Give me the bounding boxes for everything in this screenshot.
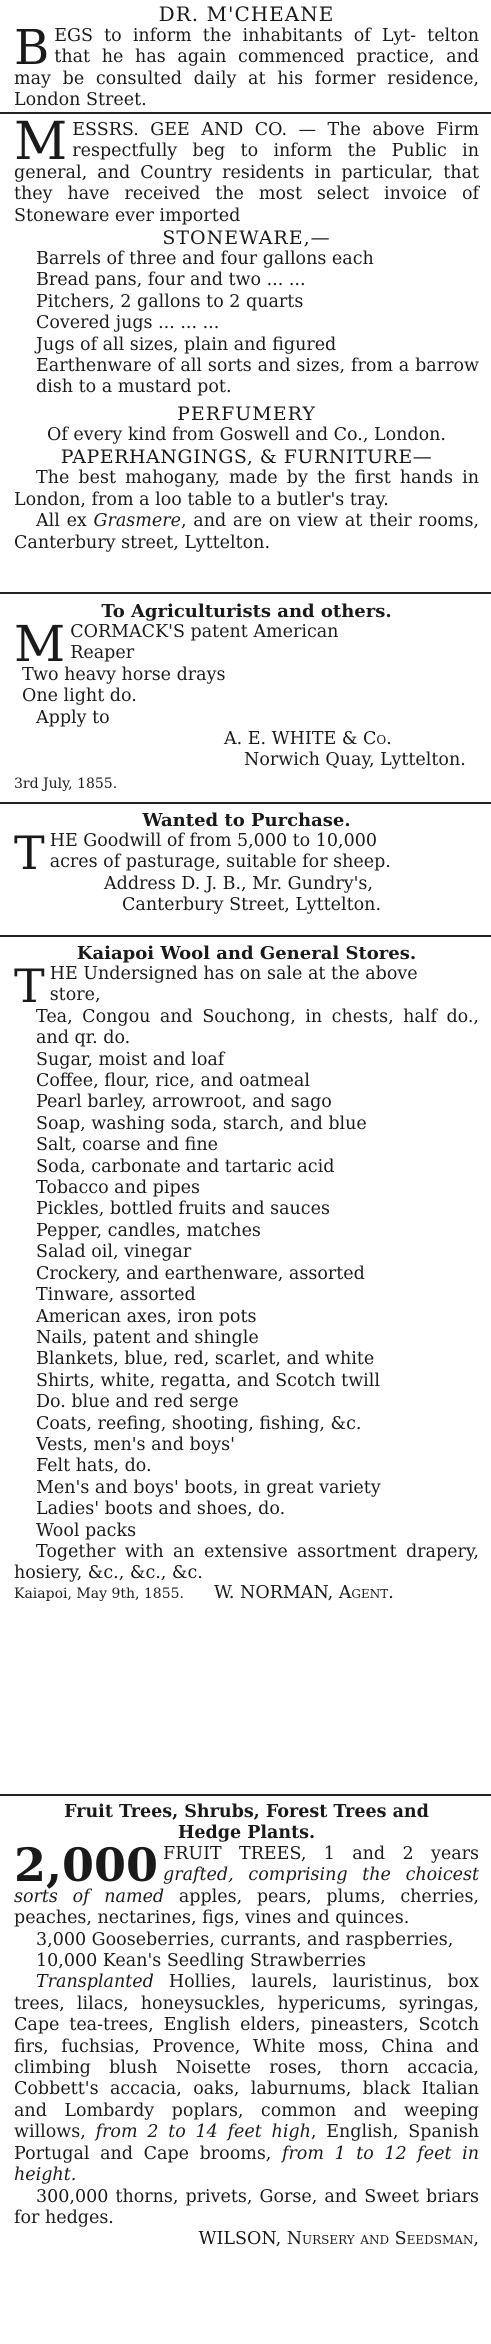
goods-list [14, 1007, 479, 1542]
ad-first-line: FRUIT TREES, 1 and 2 years [163, 1844, 479, 1864]
ad-heading: To Agriculturists and others. [101, 601, 392, 622]
list-item: Tea, Congou and Souchong, in chests, half do., and qr. do. [36, 1006, 479, 1049]
list-item: Pitchers, 2 gallons to 2 quarts [36, 291, 304, 312]
list-item: Shirts, white, regatta, and Scotch twill [36, 1370, 380, 1391]
perfumery-text: Of every kind from Goswell and Co., London. [47, 424, 446, 445]
list-item: Pepper, candles, matches [36, 1220, 261, 1241]
drop-cap: T [14, 959, 45, 1013]
list-item: American axes, iron pots [36, 1306, 257, 1327]
list-item: Blankets, blue, red, scarlet, and white [36, 1349, 375, 1370]
list-item: Covered jugs ... ... ... [36, 313, 220, 334]
signature: A. E. WHITE & Co. [224, 729, 392, 750]
ship-name: Grasmere [93, 511, 181, 532]
list-item: Earthenware of all sorts and sizes, from a barrow dish to a mustard pot. [36, 356, 479, 398]
list-item: Ladies' boots and shoes, do. [36, 1499, 286, 1520]
drop-cap: T [14, 826, 45, 880]
stoneware-heading: STONEWARE,— [162, 227, 331, 250]
ad-first-line: HE Undersigned has on sale at the above [49, 964, 418, 984]
address-line: Address D. J. B., Mr. Gundry's, [104, 873, 373, 894]
signature-address: Norwich Quay, Lyttelton. [244, 750, 466, 771]
drop-cap: M [14, 615, 66, 673]
ad-first-line: HE Goodwill of from 5,000 to 10,000 [49, 831, 378, 851]
ad-wanted-to-purchase [0, 810, 491, 917]
list-item: Bread pans, four and two ... ... [36, 270, 306, 291]
list-item: Tobacco and pipes [36, 1178, 200, 1199]
list-item: Salt, coarse and fine [36, 1135, 218, 1156]
ad-mccormack-reaper [0, 601, 491, 795]
signature: WILSON, Nursery and Seedsman, [198, 2229, 479, 2250]
ad-kaiapoi-stores [0, 943, 491, 1605]
ad-first-line: EGS to inform the inhabitants of Lyt- [54, 26, 417, 46]
paragraph: 3,000 Gooseberries, currants, and raspberries, [36, 1929, 454, 1950]
ad-body: acres of pasturage, suitable for sheep. [49, 852, 391, 873]
drop-cap: B [14, 20, 50, 76]
paperhangings-text: The best mahogany, made by the first hands in London, from a loo table to a butler's tray. [14, 468, 479, 510]
separator-rule [0, 1794, 491, 1796]
list-item: Wool packs [36, 1520, 137, 1541]
list-item: Two heavy horse drays [22, 664, 226, 685]
grasmere-text: All ex Grasmere, and are on view at their rooms, Canterbury street, Lyttelton. [14, 511, 479, 553]
list-item: Reaper [70, 643, 135, 664]
list-item: Tinware, assorted [36, 1285, 196, 1306]
together-text: Together with an extensive assortment drapery, hosiery, &c., &c., &c. [14, 1541, 479, 1584]
perfumery-heading: PERFUMERY [177, 402, 316, 425]
ad-first-line-cont: store, [49, 985, 101, 1006]
paragraph: 10,000 Kean's Seedling Strawberries [36, 1951, 366, 1972]
list-item: Coats, reefing, shooting, fishing, &c. [36, 1413, 362, 1434]
list-item: Nails, patent and shingle [36, 1327, 259, 1348]
ad-fruit-trees: Fruit Trees, Shrubs, Forest Trees and Hedge Plants. 2,000 FRUIT TREES, 1 and 2 years grafted, comprising the choicest sorts of named apples, pears, plums, cherries, peaches, nectarines, figs, vines and quinces. 3,000 Gooseberries, currants, and raspberries, 10,000 Kean's Seedling Strawberries Transplanted Hollies, laurels, lauristinus, box trees, lilacs, honeysuckles, hypericums, syringas, Cape tea-trees, English elders, pineasters, Scotch firs, fuchsias, Provence, White moss, China and climbing blush Noisette roses, thorn accacia, Cobbett's accacia, oaks, laburnums, black Italian and Lombardy poplars, common and weeping willows, from 2 to 14 feet high, English, Spanish Portugal and Cape brooms, from 1 to 12 feet in height. 300,000 thorns, privets, Gorse, and Sweet briars for hedges. WILSON, Nursery and Seedsman, [14, 1802, 479, 2250]
list-item: Crockery, and earthenware, assorted [36, 1263, 365, 1284]
separator-rule [0, 802, 491, 804]
list-item: Jugs of all sizes, plain and figured [36, 334, 337, 355]
list-item: Soda, carbonate and tartaric acid [36, 1156, 335, 1177]
big-number: 2,000 [14, 1838, 159, 1892]
separator-rule [0, 935, 491, 937]
list-item: Sugar, moist and loaf [36, 1049, 225, 1070]
list-item: Coffee, flour, rice, and oatmeal [36, 1071, 310, 1092]
ad-body: above Firm respectfully beg to inform the Public in general, and Country residents in particular, that they have received the most select invoice of Stoneware ever imported [14, 120, 479, 226]
ad-first-line: CORMACK'S patent American [70, 622, 339, 642]
list-item: Soap, washing soda, starch, and blue [36, 1113, 367, 1134]
list-item: One light do. [22, 686, 137, 707]
separator-rule [0, 592, 491, 594]
ad-heading: Fruit Trees, Shrubs, Forest Trees and Hedge Plants. [64, 1802, 429, 1843]
list-item: Barrels of three and four gallons each [36, 249, 374, 270]
list-item: Men's and boys' boots, in great variety [36, 1477, 381, 1498]
paperhangings-heading: PAPERHANGINGS, & FURNITURE— [60, 446, 433, 469]
paragraph: Transplanted Hollies, laurels, lauristinus, box trees, lilacs, honeysuckles, hypericums, syringas, Cape tea-trees, English elders, pineasters, Scotch firs, fuchsias, Provence, White moss, China and climbing blush Noisette roses, thorn accacia, Cobbett's accacia, oaks, laburnums, black Italian and Lombardy poplars, common and weeping willows, from 2 to 14 feet high, English, Spanish Portugal and Cape brooms, from 1 to 12 feet in height. [14, 1972, 479, 2186]
paragraph: 300,000 thorns, privets, Gorse, and Sweet briars for hedges. [14, 2186, 479, 2228]
list-item: Pickles, bottled fruits and sauces [36, 1199, 330, 1220]
signature: W. NORMAN, Agent. [214, 1582, 394, 1603]
ad-heading: Kaiapoi Wool and General Stores. [76, 943, 417, 964]
list-item: Pearl barley, arrowroot, and sago [36, 1092, 332, 1113]
list-item: Felt hats, do. [36, 1456, 152, 1477]
address-line: Canterbury Street, Lyttelton. [122, 895, 382, 916]
list-item: Do. blue and red serge [36, 1392, 239, 1413]
ad-heading: DR. M'CHEANE [158, 2, 335, 26]
ad-date: 3rd July, 1855. [14, 775, 118, 792]
separator-rule [0, 112, 491, 114]
stoneware-list [14, 249, 479, 399]
ad-dr-mcheane [0, 2, 491, 112]
ad-date: Kaiapoi, May 9th, 1855. [14, 1585, 184, 1602]
list-item: Salad oil, vinegar [36, 1242, 192, 1263]
ad-first-line: ESSRS. GEE AND CO. — The [72, 120, 361, 140]
ad-body: telton that he has again commenced practice, and may be consulted daily at his former residence, London Street. [14, 26, 479, 111]
ad-heading: Wanted to Purchase. [142, 810, 351, 831]
ad-gee-and-co [0, 112, 491, 554]
list-item: Apply to [36, 707, 110, 728]
drop-cap: M [14, 112, 68, 172]
list-item: Vests, men's and boys' [36, 1434, 235, 1455]
